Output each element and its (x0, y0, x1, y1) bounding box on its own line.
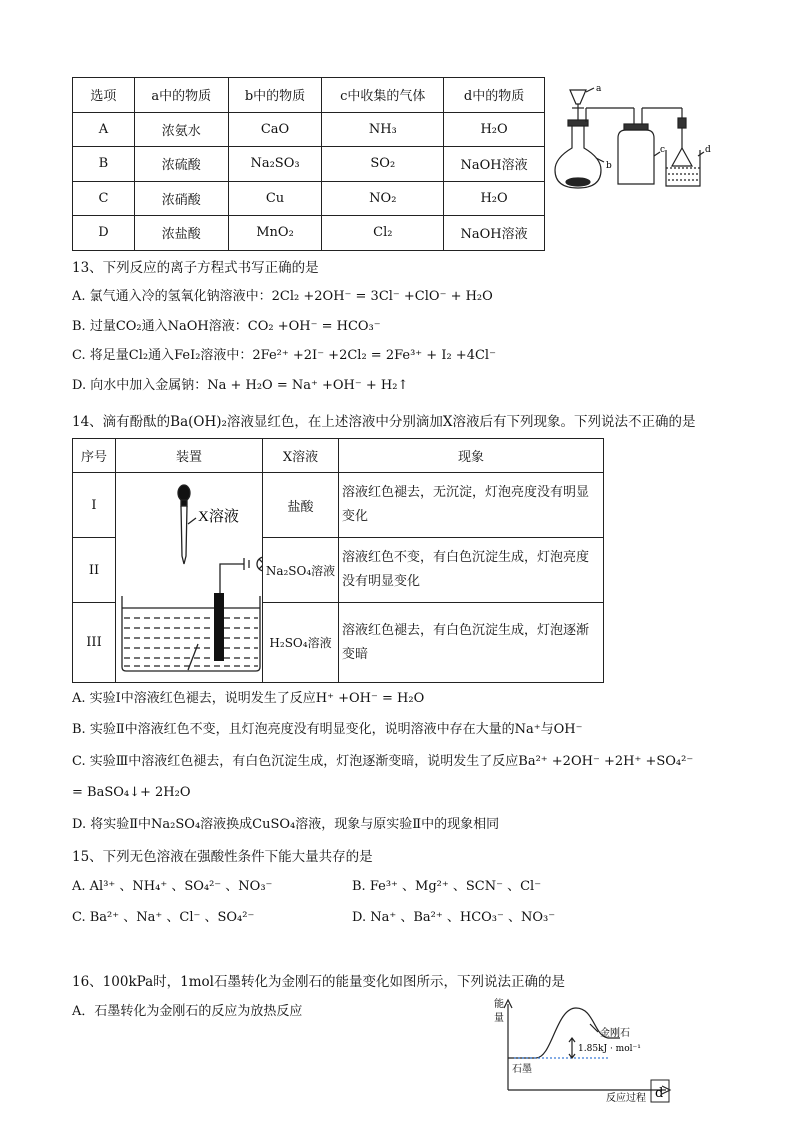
cell: NaOH溶液 (444, 216, 545, 251)
q13-stem: 13、下列反应的离子方程式书写正确的是 (72, 260, 319, 276)
header-d: d中的物质 (444, 78, 545, 113)
cell-phenomenon: 溶液红色褪去，有白色沉淀生成，灯泡逐渐变暗 (339, 603, 604, 683)
reagent-table (72, 77, 545, 251)
energy-diagram (486, 994, 686, 1104)
header-b: b中的物质 (228, 78, 322, 113)
x-axis-label: 反应过程 (606, 1093, 646, 1104)
cell-id: I (73, 473, 116, 538)
header-x: X溶液 (263, 439, 339, 473)
q13-option-b: B. 过量CO₂通入NaOH溶液：CO₂ +OH⁻ = HCO₃⁻ (72, 319, 381, 334)
cell: A (73, 112, 135, 147)
diamond-label: 金刚石 (600, 1028, 630, 1039)
experiment-table (72, 438, 604, 683)
q13-option-c: C. 将足量Cl₂通入FeI₂溶液中：2Fe²⁺ +2I⁻ +2Cl₂ = 2Fe³⁺ + I₂ +4Cl⁻ (72, 348, 496, 363)
table-row (73, 147, 545, 182)
cell: H₂O (444, 181, 545, 216)
conductivity-figure (116, 474, 262, 682)
cell: 浓硝酸 (134, 181, 228, 216)
table-row (73, 473, 604, 538)
cell-id: III (73, 603, 116, 683)
cell: B (73, 147, 135, 182)
table-row (73, 216, 545, 251)
q13-option-a: A. 氯气通入冷的氢氧化钠溶液中：2Cl₂ +2OH⁻ = 3Cl⁻ +ClO⁻ + H₂O (72, 289, 493, 304)
q15-option-a: A. Al³⁺ 、NH₄⁺ 、SO₄²⁻ 、NO₃⁻ (72, 879, 273, 894)
cell-x: 盐酸 (263, 473, 339, 538)
header-option: 选项 (73, 78, 135, 113)
cell: NO₂ (322, 181, 444, 216)
cell: Cu (228, 181, 322, 216)
cell-x: H₂SO₄溶液 (263, 603, 339, 683)
cell: Na₂SO₃ (228, 147, 322, 182)
q15-stem: 15、下列无色溶液在强酸性条件下能大量共存的是 (72, 849, 373, 865)
q15-option-d: D. Na⁺ 、Ba²⁺ 、HCO₃⁻ 、NO₃⁻ (352, 910, 556, 925)
q14-option-c-cont: = BaSO₄↓+ 2H₂O (72, 785, 191, 800)
q16-option-a: A．石墨转化为金刚石的反应为放热反应 (72, 1004, 303, 1019)
y-label-2: 量 (494, 1013, 504, 1024)
q14-stem: 14、滴有酚酞的Ba(OH)₂溶液显红色，在上述溶液中分别滴加X溶液后有下列现象。下列说法不正确的是 (72, 414, 696, 430)
cell-phenomenon: 溶液红色不变，有白色沉淀生成，灯泡亮度没有明显变化 (339, 538, 604, 603)
cell-phenomenon: 溶液红色褪去，无沉淀，灯泡亮度没有明显变化 (339, 473, 604, 538)
q13-option-d: D. 向水中加入金属钠：Na + H₂O = Na⁺ +OH⁻ + H₂↑ (72, 378, 409, 393)
cell-x: Na₂SO₄溶液 (263, 538, 339, 603)
label-d: d (705, 145, 711, 155)
cell: H₂O (444, 112, 545, 147)
cell: D (73, 216, 135, 251)
table-row (73, 112, 545, 147)
y-label-1: 能 (494, 999, 504, 1010)
cell: CaO (228, 112, 322, 147)
cell-id: II (73, 538, 116, 603)
q16-stem: 16、100kPa时，1mol石墨转化为金刚石的能量变化如图所示，下列说法正确的是 (72, 974, 565, 990)
label-a: a (596, 84, 602, 94)
header-device: 装置 (116, 439, 263, 473)
table-row (73, 181, 545, 216)
header-seq: 序号 (73, 439, 116, 473)
cell: 浓氨水 (134, 112, 228, 147)
cell: 浓硫酸 (134, 147, 228, 182)
cell: SO₂ (322, 147, 444, 182)
delta-label: 1.85kJ · mol⁻¹ (578, 1044, 641, 1054)
cell: C (73, 181, 135, 216)
label-c: c (660, 145, 666, 155)
cell: MnO₂ (228, 216, 322, 251)
cell: Cl₂ (322, 216, 444, 251)
cell: 浓盐酸 (134, 216, 228, 251)
corner-mark: d (655, 1086, 664, 1101)
header-c: c中收集的气体 (322, 78, 444, 113)
gas-apparatus-figure (550, 78, 720, 198)
q14-option-b: B. 实验Ⅱ中溶液红色不变，且灯泡亮度没有明显变化，说明溶液中存在大量的Na⁺与OH⁻ (72, 722, 583, 737)
header-a: a中的物质 (134, 78, 228, 113)
q15-option-b: B. Fe³⁺ 、Mg²⁺ 、SCN⁻ 、Cl⁻ (352, 879, 542, 894)
graphite-label: 石墨 (512, 1064, 532, 1075)
label-b: b (606, 161, 612, 171)
q14-option-a: A. 实验Ⅰ中溶液红色褪去，说明发生了反应H⁺ +OH⁻ = H₂O (72, 691, 425, 706)
device-cell (116, 473, 263, 683)
q15-option-c: C. Ba²⁺ 、Na⁺ 、Cl⁻ 、SO₄²⁻ (72, 910, 255, 925)
header-phenomenon: 现象 (339, 439, 604, 473)
q14-option-c: C. 实验Ⅲ中溶液红色褪去，有白色沉淀生成，灯泡逐渐变暗，说明发生了反应Ba²⁺ +2OH⁻ +2H⁺ +SO₄²⁻ (72, 754, 694, 769)
x-solution-label: X溶液 (198, 508, 239, 525)
cell: NaOH溶液 (444, 147, 545, 182)
cell: NH₃ (322, 112, 444, 147)
q14-option-d: D. 将实验Ⅱ中Na₂SO₄溶液换成CuSO₄溶液，现象与原实验Ⅱ中的现象相同 (72, 817, 500, 832)
